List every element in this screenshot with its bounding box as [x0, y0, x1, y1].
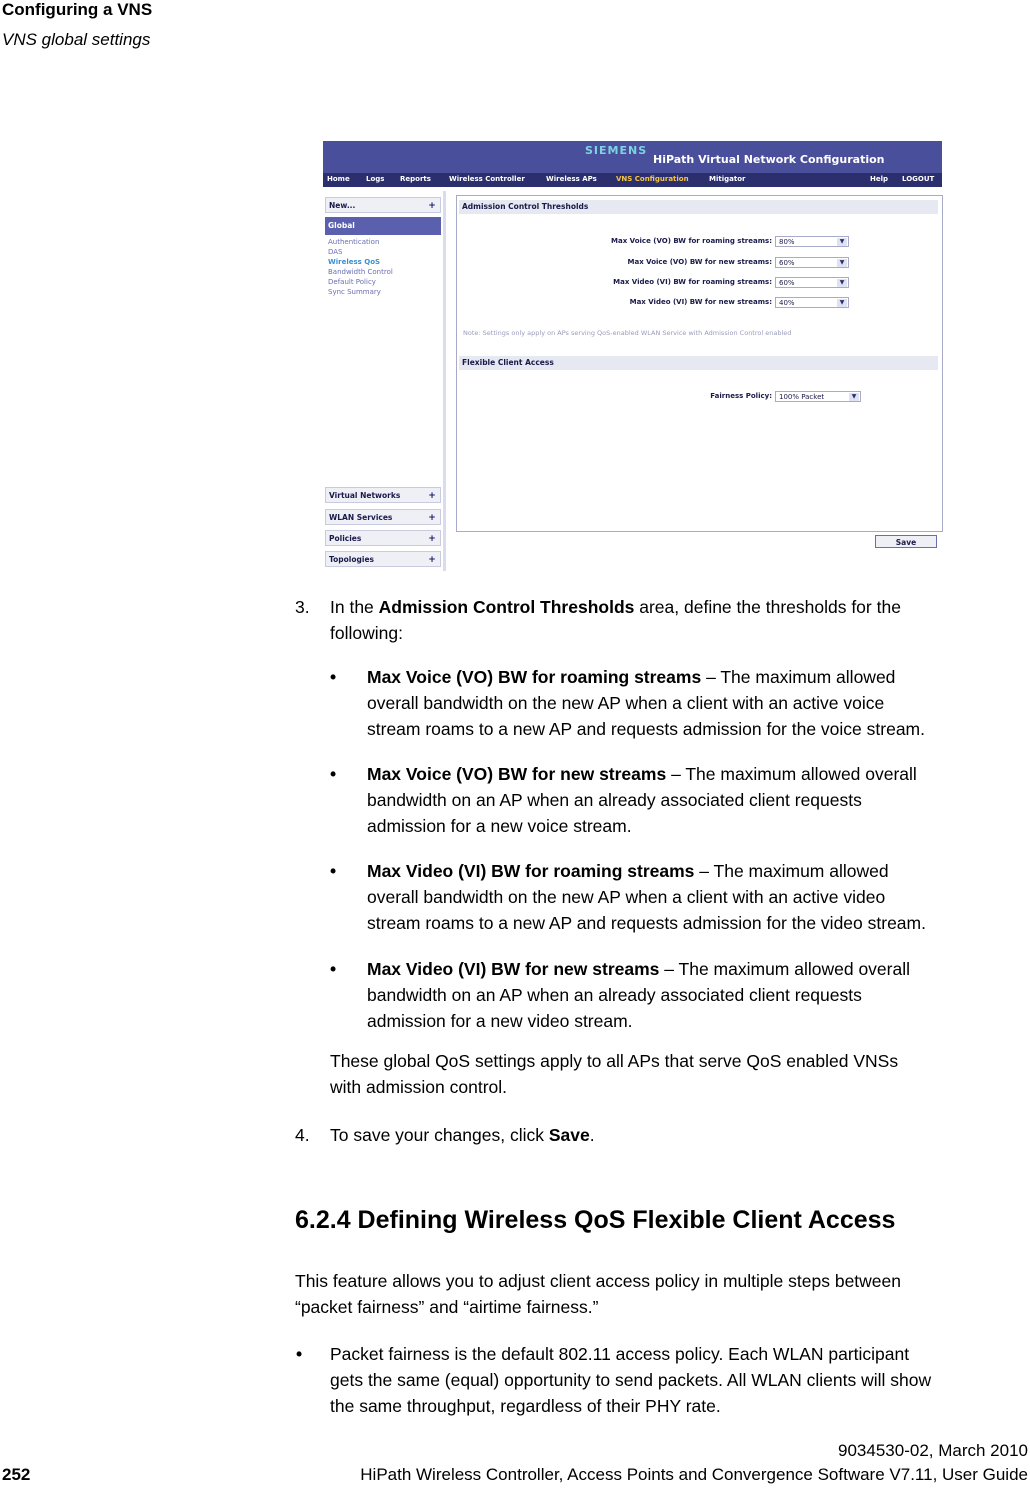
plus-icon: + [428, 201, 436, 211]
sidebar-topologies-label: Topologies [329, 555, 375, 564]
select-fairness-policy[interactable] [775, 391, 861, 402]
step3-post: area, define the thresholds for the [634, 597, 901, 617]
nav-logout[interactable]: LOGOUT [902, 175, 935, 183]
plus-icon: + [428, 555, 436, 565]
footer-page-number: 252 [2, 1465, 31, 1484]
step3-number: 3. [295, 597, 310, 617]
chevron-down-icon: ▼ [849, 393, 859, 401]
select-vo-new[interactable] [775, 257, 849, 268]
step3-bold: Admission Control Thresholds [378, 597, 635, 617]
field-label-vo-new: Max Voice (VO) BW for new streams: [627, 258, 772, 266]
bullet-2-desc: – The maximum allowed overall [666, 764, 917, 784]
sidebar-virtual-networks[interactable] [325, 487, 441, 503]
nav-help[interactable]: Help [870, 175, 889, 183]
sidebar-link-wireless-qos[interactable]: Wireless QoS [328, 258, 381, 266]
footer-guide-title: HiPath Wireless Controller, Access Points and Convergence Software V7.11, User Guide [360, 1465, 1028, 1484]
section-heading: 6.2.4 Defining Wireless QoS Flexible Client Access [295, 1206, 896, 1234]
sidebar-link-default-policy[interactable]: Default Policy [328, 278, 376, 286]
field-label-vi-roaming: Max Video (VI) BW for roaming streams: [613, 278, 772, 286]
step3-line2: following: [330, 623, 403, 643]
nav-wireless-aps[interactable]: Wireless APs [546, 175, 597, 183]
bullet-4-line1 [367, 956, 910, 982]
bullet-2-line3: admission for a new voice stream. [367, 816, 632, 836]
select-vo-new-value: 60% [779, 259, 795, 267]
step4-number: 4. [295, 1125, 310, 1145]
bullet-4-line2: bandwidth on an AP when an already associated client requests [367, 985, 862, 1005]
select-vo-roaming-value: 80% [779, 238, 795, 246]
app-title: HiPath Virtual Network Configuration [653, 153, 885, 166]
sidebar-policies-label: Policies [329, 534, 362, 543]
intro-line1: This feature allows you to adjust client access policy in multiple steps between [295, 1271, 901, 1291]
bullet-marker: • [330, 764, 337, 784]
sidebar-new-label: New... [329, 201, 356, 210]
step4-pre: To save your changes, click [330, 1125, 549, 1145]
nav-reports[interactable]: Reports [400, 175, 431, 183]
bullet-4-term: Max Video (VI) BW for new streams [367, 959, 660, 979]
bullet-3-line2: overall bandwidth on the new AP when a client with an active video [367, 887, 886, 907]
chevron-down-icon: ▼ [837, 238, 847, 246]
plus-icon: + [428, 491, 436, 501]
sidebar-link-bandwidth-control[interactable]: Bandwidth Control [328, 268, 393, 276]
select-vi-roaming[interactable] [775, 277, 849, 288]
save-button[interactable]: Save [875, 535, 937, 548]
nav-wireless-controller[interactable]: Wireless Controller [449, 175, 525, 183]
app-banner [323, 141, 942, 173]
sidebar-wlan-services-label: WLAN Services [329, 513, 393, 522]
bullet-2-term: Max Voice (VO) BW for new streams [367, 764, 667, 784]
chevron-down-icon: ▼ [837, 299, 847, 307]
sidebar [323, 191, 446, 571]
chevron-down-icon: ▼ [837, 259, 847, 267]
bullet-2-line1 [367, 761, 917, 787]
plus-icon: + [428, 534, 436, 544]
nav-bar [323, 173, 942, 187]
bullet-marker: • [296, 1344, 303, 1364]
step4-bold: Save [548, 1125, 590, 1145]
sidebar-policies[interactable] [325, 530, 441, 546]
intro-line2: “packet fairness” and “airtime fairness.” [295, 1297, 599, 1317]
field-label-vo-roaming: Max Voice (VO) BW for roaming streams: [611, 237, 772, 245]
packet-line2: gets the same (equal) opportunity to send packets. All WLAN clients will show [330, 1370, 932, 1390]
select-vo-roaming[interactable] [775, 236, 849, 247]
packet-line1: Packet fairness is the default 802.11 access policy. Each WLAN participant [330, 1344, 910, 1364]
bullet-3-line1 [367, 858, 889, 884]
settings-panel [456, 195, 943, 532]
sidebar-topologies[interactable] [325, 551, 441, 567]
admission-section-title: Admission Control Thresholds [459, 200, 938, 214]
select-vi-roaming-value: 60% [779, 279, 795, 287]
plus-icon: + [428, 513, 436, 523]
bullet-1-desc: – The maximum allowed [701, 667, 896, 687]
qos-note: Note: Settings only apply on APs serving QoS-enabled WLAN Service with Admission Control enabled [463, 329, 792, 337]
step3-line1 [330, 594, 901, 620]
sidebar-wlan-services[interactable] [325, 509, 441, 525]
bullet-4-line3: admission for a new video stream. [367, 1011, 633, 1031]
footer-doc-id: 9034530-02, March 2010 [838, 1441, 1028, 1460]
sidebar-new-button[interactable] [325, 197, 441, 213]
header-subtitle: VNS global settings [2, 30, 151, 49]
field-label-vi-new: Max Video (VI) BW for new streams: [629, 298, 772, 306]
global-note-line2: with admission control. [330, 1077, 508, 1097]
bullet-1-line3: stream roams to a new AP and requests admission for the voice stream. [367, 719, 925, 739]
bullet-marker: • [330, 861, 337, 881]
nav-logs[interactable]: Logs [366, 175, 385, 183]
sidebar-item-global[interactable]: Global [325, 217, 441, 235]
bullet-1-line1 [367, 664, 895, 690]
bullet-1-line2: overall bandwidth on the new AP when a client with an active voice [367, 693, 885, 713]
nav-mitigator[interactable]: Mitigator [709, 175, 746, 183]
bullet-2-line2: bandwidth on an AP when an already associated client requests [367, 790, 862, 810]
step3-pre: In the [330, 597, 379, 617]
sidebar-virtual-networks-label: Virtual Networks [329, 491, 401, 500]
bullet-marker: • [330, 959, 337, 979]
sidebar-link-authentication[interactable]: Authentication [328, 238, 380, 246]
select-fairness-value: 100% Packet [779, 393, 825, 401]
global-note-line1: These global QoS settings apply to all APs that serve QoS enabled VNSs [330, 1051, 899, 1071]
step4-post: . [589, 1125, 595, 1145]
fairness-label: Fairness Policy: [710, 392, 772, 400]
header-title: Configuring a VNS [2, 0, 153, 19]
nav-vns-configuration[interactable]: VNS Configuration [616, 175, 689, 183]
sidebar-link-sync-summary[interactable]: Sync Summary [328, 288, 381, 296]
nav-home[interactable]: Home [327, 175, 350, 183]
packet-line3: the same throughput, regardless of their PHY rate. [330, 1396, 721, 1416]
sidebar-link-das[interactable]: DAS [328, 248, 343, 256]
ui-screenshot [323, 141, 942, 571]
step4-line [330, 1122, 595, 1148]
select-vi-new[interactable] [775, 297, 849, 308]
bullet-1-term: Max Voice (VO) BW for roaming streams [367, 667, 702, 687]
bullet-3-line3: stream roams to a new AP and requests admission for the video stream. [367, 913, 926, 933]
bullet-marker: • [330, 667, 337, 687]
bullet-3-term: Max Video (VI) BW for roaming streams [367, 861, 695, 881]
bullet-3-desc: – The maximum allowed [694, 861, 889, 881]
brand-logo: SIEMENS [585, 144, 648, 157]
select-vi-new-value: 40% [779, 299, 795, 307]
flex-section-title: Flexible Client Access [459, 356, 938, 370]
chevron-down-icon: ▼ [837, 279, 847, 287]
bullet-4-desc: – The maximum allowed overall [659, 959, 911, 979]
